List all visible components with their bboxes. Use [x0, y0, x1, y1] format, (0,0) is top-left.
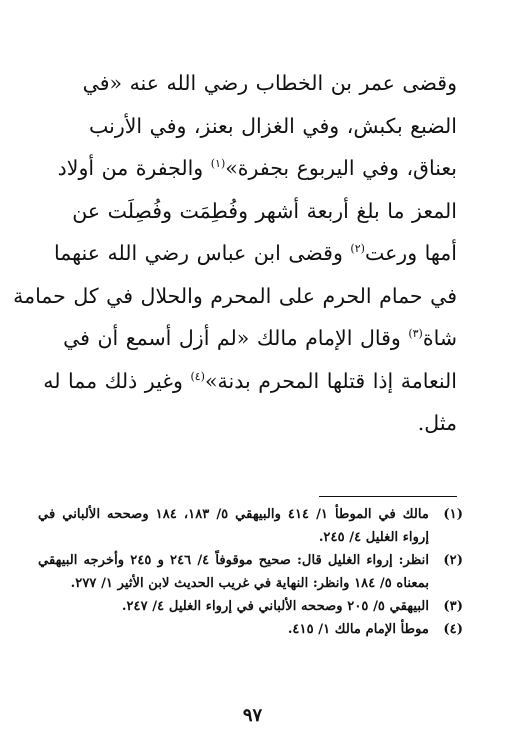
- footnote-text: البيهقي ٥/ ٢٠٥ وصححه الألباني في إرواء الغليل ٤/ ٢٤٧.: [121, 599, 429, 614]
- text-line-1: وقضى عمر بن الخطاب رضي الله عنه «في: [82, 71, 457, 95]
- footnote-separator: [319, 496, 457, 497]
- text-line-9: مثل.: [417, 411, 457, 435]
- text-line-3-part-1: بعناق، وفي اليربوع بجفرة»: [225, 156, 457, 180]
- footnote-text: انظر: إرواء الغليل قال: صحيح موقوفاً ٤/ ٢٤٦ و ٢٤٥ وأخرجه البيهقي بمعناه ٥/ ١٨٤ وانظر: النهاية في غريب الحديث لابن الأثير ١/ ٢٧٧.: [38, 553, 429, 591]
- footnote-ref-1[interactable]: (١): [210, 157, 226, 171]
- footnote-number: (١): [443, 507, 463, 522]
- footnote-ref-4[interactable]: (٤): [190, 369, 205, 383]
- footnotes: [38, 503, 463, 641]
- footnote-text: مالك في الموطأ ١/ ٤١٤ والبيهقي ٥/ ١٨٣، ١٨٤ وصححه الألباني في إرواء الغليل ٤/ ٢٤٥.: [38, 507, 429, 545]
- text-line-6: في حمام الحرم على المحرم والحلال في كل حمامة: [13, 283, 457, 308]
- page-number: ٩٧: [242, 705, 263, 726]
- footnote-4: [38, 618, 463, 641]
- text-line-4: المعز ما بلغ أربعة أشهر وفُطِمَت وفُصِلَت عن: [72, 198, 457, 223]
- footnote-number: (٤): [443, 622, 463, 637]
- text-line-8-part-1: النعامة إذا قتلها المحرم بدنة»: [204, 368, 457, 393]
- text-line-2: الضبع بكبش، وفي الغزال بعنز، وفي الأرنب: [88, 113, 457, 138]
- main-body-text: [13, 62, 457, 445]
- footnote-3: [38, 595, 463, 618]
- main-paragraph: [13, 62, 457, 445]
- text-line-7-part-1: شاة: [422, 326, 457, 350]
- footnote-2: [38, 549, 463, 595]
- text-line-3: [40, 147, 457, 190]
- footnote-number: (٢): [443, 553, 463, 568]
- footnote-text: موطأ الإمام مالك ١/ ٤١٥.: [287, 622, 429, 637]
- footnote-ref-3[interactable]: (٣): [408, 327, 423, 341]
- footnote-ref-2[interactable]: (٢): [350, 242, 365, 256]
- text-line-5: [40, 232, 457, 275]
- text-line-5-part-1: أمها ورعت: [364, 241, 457, 265]
- text-line-7-part-2: وقال الإمام مالك «لم أزل أسمع أن في: [63, 326, 401, 350]
- footnote-number: (٣): [443, 599, 463, 614]
- footnote-1: [38, 503, 463, 549]
- text-line-8: [40, 360, 457, 403]
- text-line-3-part-2: والجفرة من أولاد: [57, 156, 204, 180]
- text-line-8-part-2: وغير ذلك مما له: [43, 368, 183, 393]
- text-line-5-part-2: وقضى ابن عباس رضي الله عنهما: [53, 241, 343, 265]
- text-line-7: [40, 317, 457, 360]
